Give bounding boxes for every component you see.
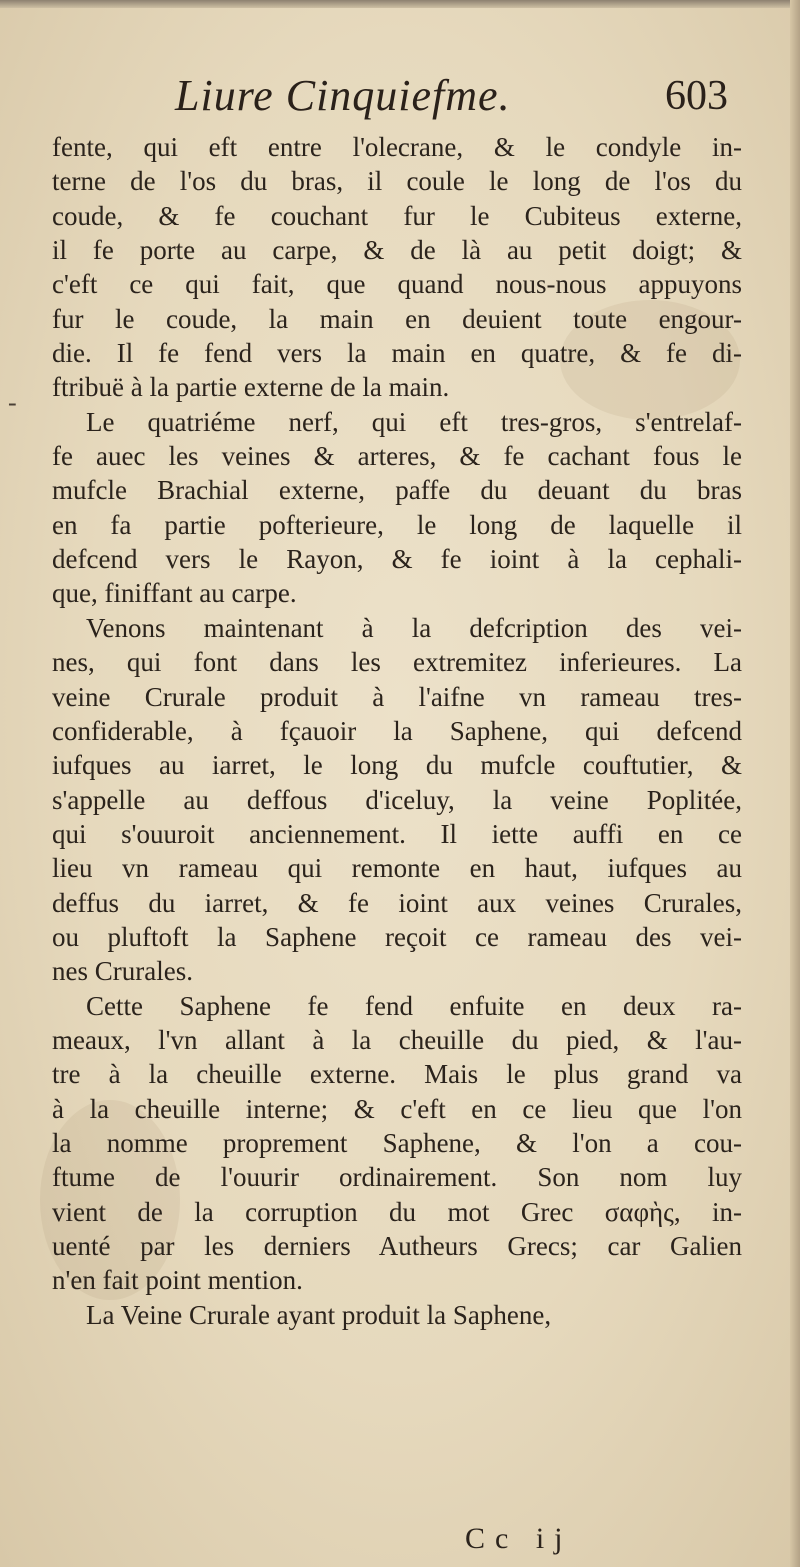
text-line: tre à la cheuille externe. Mais le plus grand va [52, 1059, 742, 1090]
text-line: confiderable, à fçauoir la Saphene, qui defcend [52, 715, 742, 746]
text-line: la nomme proprement Saphene, & l'on a cou- [52, 1127, 742, 1158]
text-line: n'en fait point mention. [52, 1265, 303, 1296]
text-line: Cette Saphene fe fend enfuite en deux ra- [86, 990, 742, 1021]
text-line: defcend vers le Rayon, & fe ioint à la cephali- [52, 544, 742, 575]
text-line: c'eft ce qui fait, que quand nous-nous appuyons [52, 269, 742, 300]
text-line: deffus du iarret, & fe ioint aux veines Crurales, [52, 887, 742, 918]
text-line: terne de l'os du bras, il coule le long de l'os du [52, 166, 742, 197]
text-line: ou pluftoft la Saphene reçoit ce rameau des vei- [52, 921, 742, 952]
text-line: mufcle Brachial externe, paffe du deuant du bras [52, 475, 742, 506]
text-line: lieu vn rameau qui remonte en haut, iufques au [52, 853, 742, 884]
page-top-edge [0, 0, 800, 8]
page-right-edge [790, 0, 800, 1567]
text-line: fur le coude, la main en deuient toute engour- [52, 303, 742, 334]
text-line: nes Crurales. [52, 956, 193, 987]
text-line: die. Il fe fend vers la main en quatre, & fe di- [52, 338, 742, 369]
running-title: Liure Cinquiefme. [175, 71, 511, 120]
text-line: qui s'ouuroit anciennement. Il iette auffi en ce [52, 818, 742, 849]
text-line: il fe porte au carpe, & de là au petit doigt; & [52, 235, 742, 266]
body-text [52, 130, 742, 1332]
text-line: ftume de l'ouurir ordinairement. Son nom luy [52, 1162, 742, 1193]
text-line: fe auec les veines & arteres, & fe cachant fous le [52, 441, 742, 472]
page-number: 603 [665, 73, 728, 119]
text-line: veine Crurale produit à l'aifne vn rameau tres- [52, 681, 742, 712]
text-line: fente, qui eft entre l'olecrane, & le condyle in- [52, 132, 742, 162]
margin-mark: - [8, 388, 17, 417]
text-line: meaux, l'vn allant à la cheuille du pied, & l'au- [52, 1024, 742, 1055]
text-line: à la cheuille interne; & c'eft en ce lieu que l'on [52, 1093, 742, 1124]
text-line: que, finiffant au carpe. [52, 578, 297, 609]
text-line: Le quatriéme nerf, qui eft tres-gros, s'entrelaf- [86, 406, 742, 437]
page-header [0, 70, 800, 130]
text-line: nes, qui font dans les extremitez inferieures. La [52, 647, 742, 678]
text-line: ftribuë à la partie externe de la main. [52, 372, 450, 403]
text-line: vient de la corruption du mot Grec σαφὴς, in- [52, 1196, 742, 1227]
text-line: La Veine Crurale ayant produit la Saphene, [86, 1299, 552, 1330]
text-line: uenté par les derniers Autheurs Grecs; car Galien [52, 1231, 742, 1261]
text-line: coude, & fe couchant fur le Cubiteus externe, [52, 200, 742, 231]
signature-mark: Cc ij [465, 1522, 573, 1555]
text-line: iufques au iarret, le long du mufcle couftutier, & [52, 750, 742, 781]
text-line: en fa partie pofterieure, le long de laquelle il [52, 509, 742, 540]
text-line: s'appelle au deffous d'iceluy, la veine Poplitée, [52, 784, 742, 815]
text-line: Venons maintenant à la defcription des vei- [86, 612, 742, 643]
